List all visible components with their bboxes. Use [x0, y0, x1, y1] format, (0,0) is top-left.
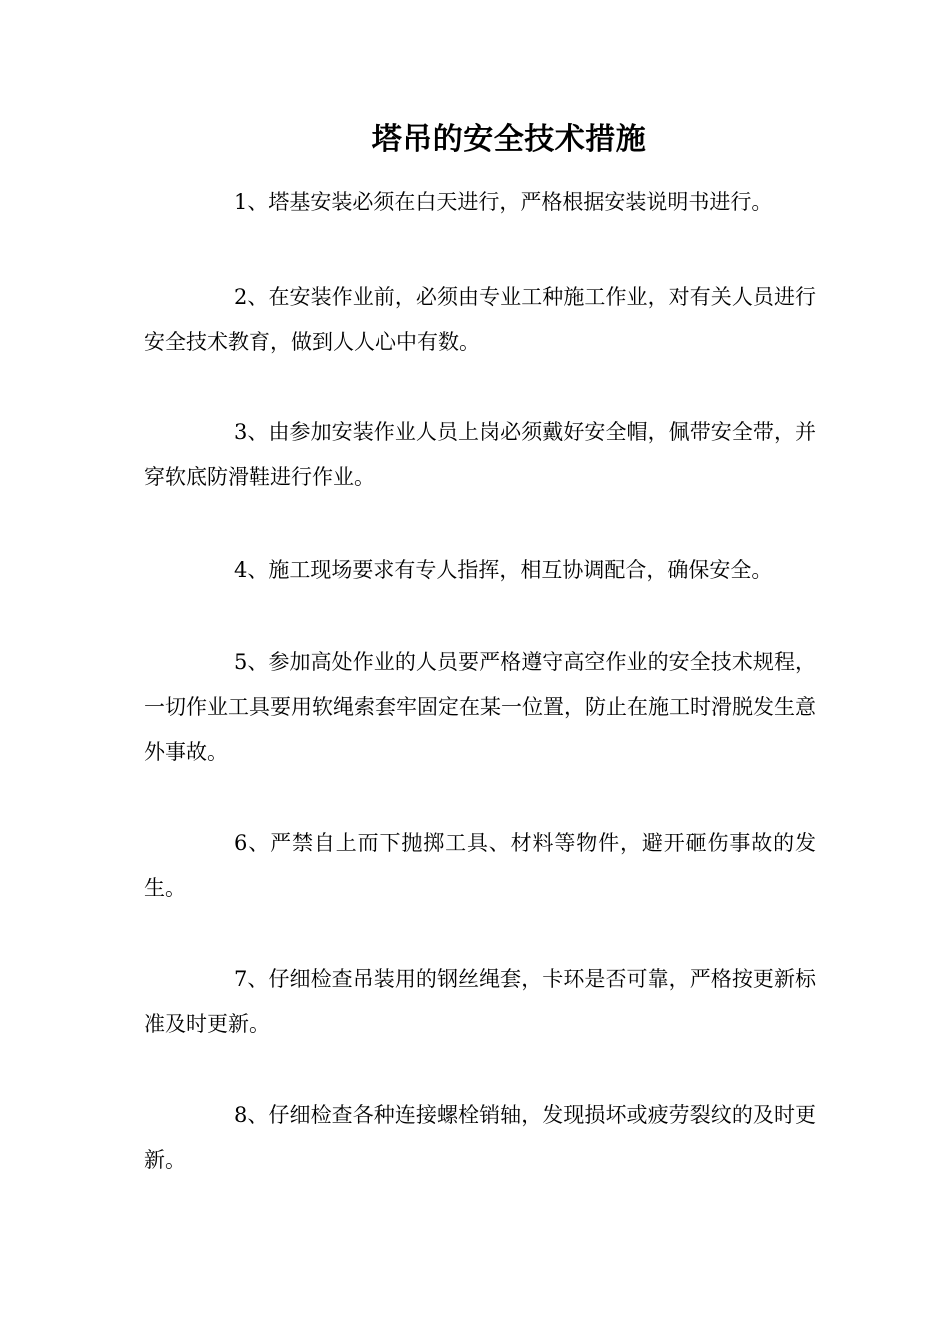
paragraph-8: 8、仔细检查各种连接螺栓销轴，发现损坏或疲劳裂纹的及时更新。 [144, 1103, 816, 1172]
paragraph-3: 3、由参加安装作业人员上岗必须戴好安全帽，佩带安全带，并穿软底防滑鞋进行作业。 [144, 420, 816, 489]
document-title: 塔吊的安全技术措施 [371, 122, 647, 157]
paragraph-4: 4、施工现场要求有专人指挥，相互协调配合，确保安全。 [234, 558, 773, 582]
paragraph-7: 7、仔细检查吊装用的钢丝绳套，卡环是否可靠，严格按更新标准及时更新。 [144, 967, 816, 1036]
paragraph-1: 1、塔基安装必须在白天进行，严格根据安装说明书进行。 [234, 190, 773, 214]
paragraph-5: 5、参加高处作业的人员要严格遵守高空作业的安全技术规程，一切作业工具要用软绳索套牢固定在某一位置，防止在施工时滑脱发生意外事故。 [144, 650, 816, 764]
paragraph-2: 2、在安装作业前，必须由专业工种施工作业，对有关人员进行安全技术教育，做到人人心中有数。 [144, 285, 816, 354]
paragraph-6: 6、严禁自上而下抛掷工具、材料等物件，避开砸伤事故的发生。 [144, 831, 816, 900]
